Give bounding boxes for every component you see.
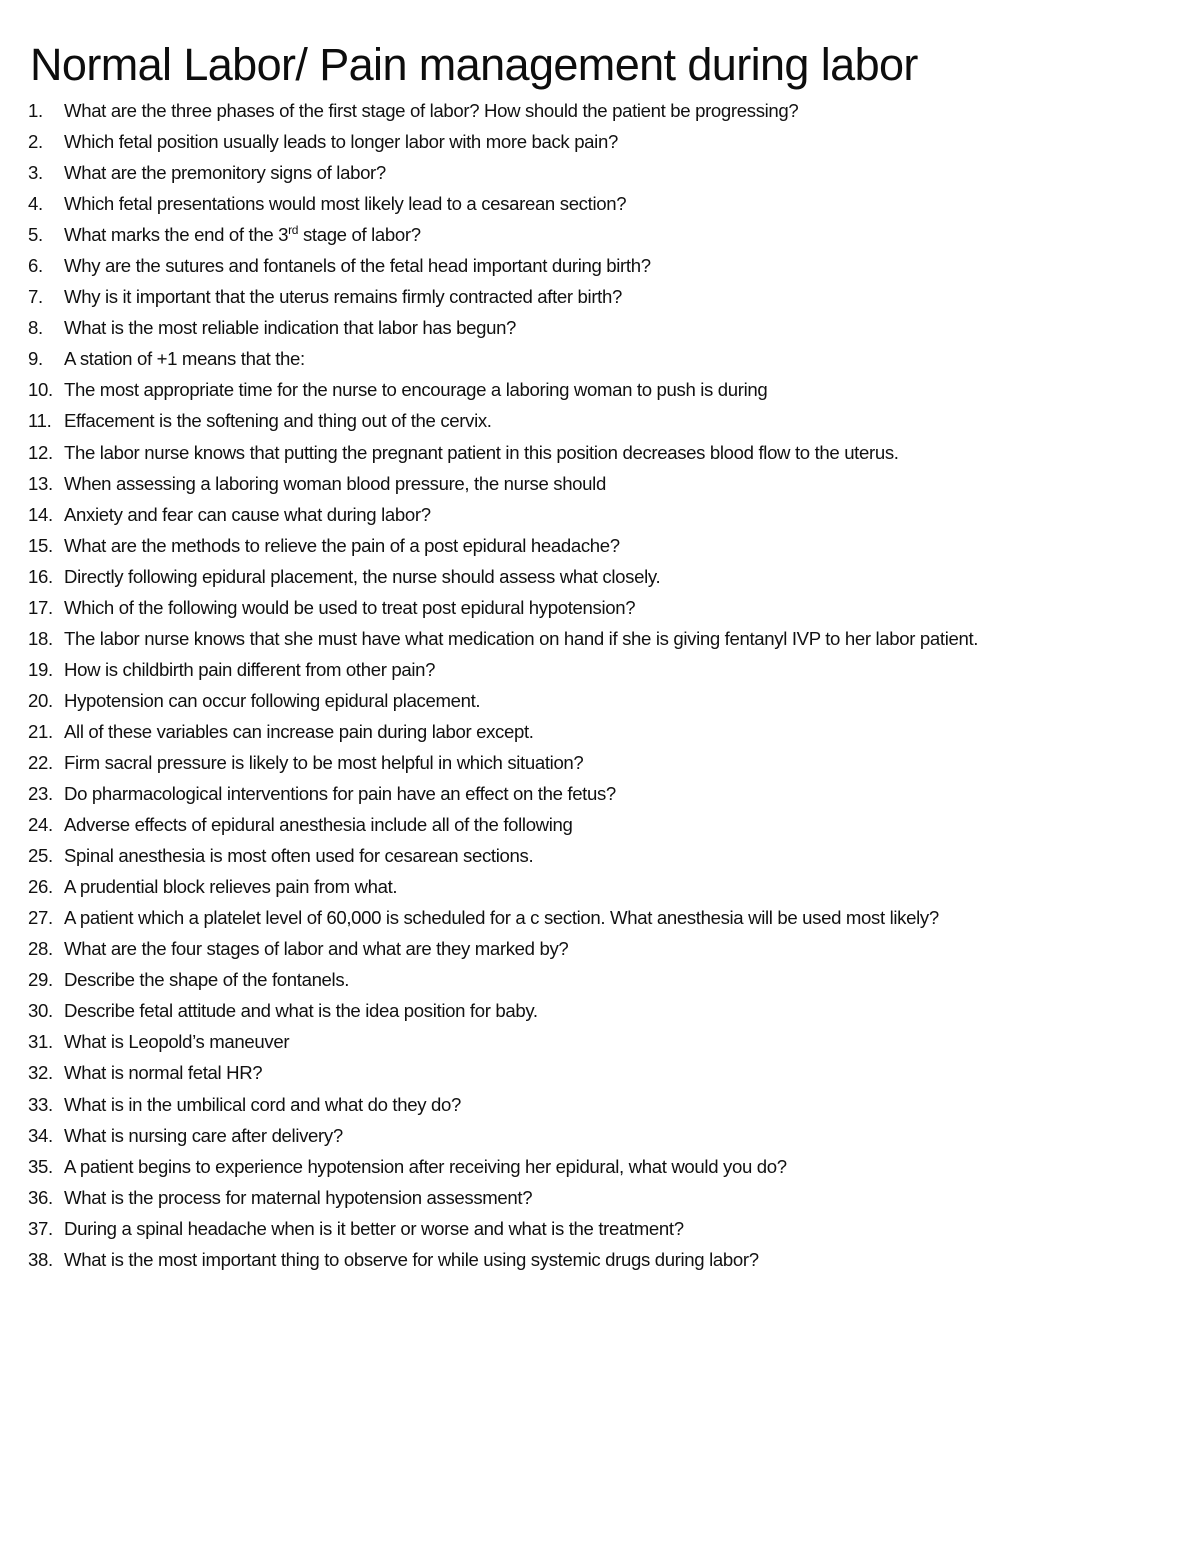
question-item xyxy=(28,1026,1188,1057)
question-number: 22. xyxy=(28,751,53,773)
question-number: 12. xyxy=(28,441,53,463)
question-text: A station of +1 means that the: xyxy=(64,348,305,370)
question-text: Hypotension can occur following epidural placement. xyxy=(64,689,481,711)
question-item xyxy=(28,281,1188,312)
question-item xyxy=(28,188,1188,219)
question-item xyxy=(28,1120,1188,1151)
question-text: Which of the following would be used to treat post epidural hypotension? xyxy=(64,596,636,618)
question-item xyxy=(28,995,1188,1026)
question-number: 36. xyxy=(28,1186,53,1208)
question-item xyxy=(28,778,1188,809)
question-item xyxy=(28,561,1188,592)
question-text: Firm sacral pressure is likely to be most helpful in which situation? xyxy=(64,751,584,773)
question-text: Do pharmacological interventions for pain have an effect on the fetus? xyxy=(64,783,616,805)
question-text: Describe fetal attitude and what is the idea position for baby. xyxy=(64,1000,538,1022)
question-text: What is Leopold’s maneuver xyxy=(64,1031,290,1053)
question-item xyxy=(28,716,1188,747)
question-number: 24. xyxy=(28,814,53,836)
question-number: 19. xyxy=(28,658,53,680)
question-number: 28. xyxy=(28,938,53,960)
question-number: 37. xyxy=(28,1217,53,1239)
question-number: 26. xyxy=(28,876,53,898)
question-number: 25. xyxy=(28,845,53,867)
question-text: Why are the sutures and fontanels of the fetal head important during birth? xyxy=(64,255,651,277)
question-item xyxy=(28,312,1188,343)
question-number: 17. xyxy=(28,596,53,618)
question-number: 21. xyxy=(28,720,53,742)
question-number: 27. xyxy=(28,907,53,929)
question-text: When assessing a laboring woman blood pressure, the nurse should xyxy=(64,472,606,494)
question-item xyxy=(28,654,1188,685)
question-number: 10. xyxy=(28,379,53,401)
question-item xyxy=(28,685,1188,716)
question-text: What is nursing care after delivery? xyxy=(64,1124,343,1146)
question-item xyxy=(28,219,1188,250)
question-item xyxy=(28,499,1188,530)
question-text: Why is it important that the uterus remains firmly contracted after birth? xyxy=(64,286,622,308)
question-text: Adverse effects of epidural anesthesia include all of the following xyxy=(64,814,573,836)
question-text: The labor nurse knows that she must have what medication on hand if she is giving fentanyl IVP to her labor patient. xyxy=(64,627,979,649)
question-number: 1. xyxy=(28,100,43,121)
question-text: What is the process for maternal hypotension assessment? xyxy=(64,1186,533,1208)
question-number: 3. xyxy=(28,162,43,184)
question-text: Directly following epidural placement, the nurse should assess what closely. xyxy=(64,565,661,587)
question-item xyxy=(28,437,1188,468)
question-number: 13. xyxy=(28,472,53,494)
question-text: What is the most reliable indication that labor has begun? xyxy=(64,317,517,339)
question-text: All of these variables can increase pain during labor except. xyxy=(64,720,534,742)
ordinal-superscript: rd xyxy=(288,223,299,237)
question-item xyxy=(28,902,1188,933)
question-item xyxy=(28,157,1188,188)
question-number: 30. xyxy=(28,1000,53,1022)
question-item xyxy=(28,747,1188,778)
question-item xyxy=(28,250,1188,281)
question-number: 2. xyxy=(28,131,43,153)
question-text: During a spinal headache when is it better or worse and what is the treatment? xyxy=(64,1217,684,1239)
question-text: What is in the umbilical cord and what do they do? xyxy=(64,1093,461,1115)
question-item xyxy=(28,592,1188,623)
question-text: What is the most important thing to observe for while using systemic drugs during labor? xyxy=(64,1248,759,1270)
question-text: Which fetal position usually leads to longer labor with more back pain? xyxy=(64,131,618,153)
question-number: 33. xyxy=(28,1093,53,1115)
question-item xyxy=(28,1182,1188,1213)
question-text: Anxiety and fear can cause what during labor? xyxy=(64,503,431,525)
question-item xyxy=(28,964,1188,995)
question-number: 5. xyxy=(28,224,43,246)
question-number: 16. xyxy=(28,565,53,587)
question-item xyxy=(28,1151,1188,1182)
question-text: A patient which a platelet level of 60,000 is scheduled for a c section. What anesthesia will be used most likely? xyxy=(64,907,939,929)
question-number: 18. xyxy=(28,627,53,649)
question-text: What are the four stages of labor and what are they marked by? xyxy=(64,938,569,960)
question-text: What are the methods to relieve the pain of a post epidural headache? xyxy=(64,534,620,556)
question-text: The labor nurse knows that putting the pregnant patient in this position decreases blood flow to the uterus. xyxy=(64,441,899,463)
question-number: 15. xyxy=(28,534,53,556)
question-item xyxy=(28,809,1188,840)
question-text-continued: stage of labor? xyxy=(298,224,421,246)
question-list xyxy=(28,95,1188,1275)
question-item xyxy=(28,95,1188,126)
question-number: 29. xyxy=(28,969,53,991)
question-item xyxy=(28,343,1188,374)
question-text: What are the three phases of the first stage of labor? How should the patient be progressing? xyxy=(64,100,799,121)
question-number: 14. xyxy=(28,503,53,525)
question-number: 4. xyxy=(28,193,43,215)
question-item xyxy=(28,468,1188,499)
question-number: 20. xyxy=(28,689,53,711)
question-item xyxy=(28,933,1188,964)
page-title: Normal Labor/ Pain management during labor xyxy=(30,39,918,90)
question-number: 34. xyxy=(28,1124,53,1146)
question-item xyxy=(28,871,1188,902)
question-number: 6. xyxy=(28,255,43,277)
question-text: How is childbirth pain different from other pain? xyxy=(64,658,436,680)
question-item xyxy=(28,1089,1188,1120)
question-item xyxy=(28,623,1188,654)
question-item xyxy=(28,374,1188,405)
question-number: 8. xyxy=(28,317,43,339)
question-item xyxy=(28,405,1188,436)
question-text: Effacement is the softening and thing out of the cervix. xyxy=(64,410,492,432)
question-number: 23. xyxy=(28,783,53,805)
question-item xyxy=(28,126,1188,157)
question-text: A patient begins to experience hypotension after receiving her epidural, what would you do? xyxy=(64,1155,787,1177)
question-number: 31. xyxy=(28,1031,53,1053)
question-text: Describe the shape of the fontanels. xyxy=(64,969,350,991)
question-text: A prudential block relieves pain from what. xyxy=(64,876,398,898)
question-text: What are the premonitory signs of labor? xyxy=(64,162,386,184)
question-item xyxy=(28,1057,1188,1088)
question-number: 7. xyxy=(28,286,43,308)
question-text: The most appropriate time for the nurse to encourage a laboring woman to push is during xyxy=(64,379,768,401)
question-item xyxy=(28,840,1188,871)
question-text: Spinal anesthesia is most often used for cesarean sections. xyxy=(64,845,534,867)
question-text: What marks the end of the 3 xyxy=(64,224,289,246)
question-number: 9. xyxy=(28,348,43,370)
question-text: Which fetal presentations would most likely lead to a cesarean section? xyxy=(64,193,627,215)
question-number: 11. xyxy=(28,410,52,432)
question-number: 32. xyxy=(28,1062,53,1084)
question-item xyxy=(28,530,1188,561)
question-item xyxy=(28,1244,1188,1275)
question-number: 38. xyxy=(28,1248,53,1270)
question-item xyxy=(28,1213,1188,1244)
question-number: 35. xyxy=(28,1155,53,1177)
question-text: What is normal fetal HR? xyxy=(64,1062,263,1084)
